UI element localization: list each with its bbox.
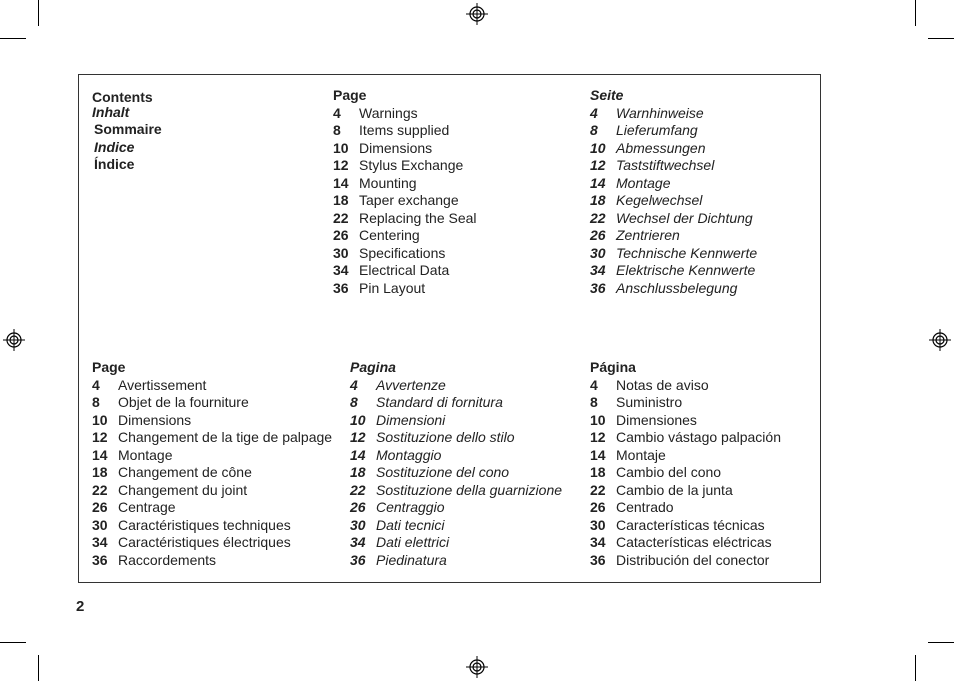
toc-entry <box>350 394 562 412</box>
toc-entry <box>350 412 562 430</box>
toc-entry-title: Centrado <box>616 499 674 515</box>
toc-entry <box>590 534 781 552</box>
toc-page-number: 18 <box>333 192 349 208</box>
toc-entry-title: Anschlussbelegung <box>616 279 738 296</box>
toc-entry <box>333 157 477 175</box>
toc-heading: Page <box>333 87 367 103</box>
toc-page-number: 36 <box>350 551 366 568</box>
toc-page-number: 26 <box>333 227 349 243</box>
toc-entry <box>590 499 781 517</box>
toc-entry <box>590 552 781 570</box>
toc-entry <box>333 245 477 263</box>
toc-italian <box>350 359 562 569</box>
toc-entry <box>92 517 332 535</box>
toc-page-number: 10 <box>590 411 606 428</box>
toc-page-number: 4 <box>350 376 358 393</box>
toc-entry <box>590 227 757 245</box>
toc-entry-title: Cambio del cono <box>616 464 722 480</box>
toc-entry-title: Montage <box>616 174 671 191</box>
toc-entry-title: Catacterísticas eléctricas <box>616 534 772 550</box>
toc-entry <box>590 429 781 447</box>
toc-entry <box>92 552 332 570</box>
toc-page-number: 22 <box>333 209 349 226</box>
toc-entry-title: Distribución del conector <box>616 551 770 568</box>
toc-entry-title: Wechsel der Dichtung <box>616 209 753 226</box>
toc-entry-title: Technische Kennwerte <box>616 244 758 261</box>
page-number: 2 <box>76 598 85 615</box>
toc-page-number: 4 <box>590 104 598 121</box>
toc-entry-title: Dati tecnici <box>376 516 445 533</box>
toc-entry-title: Avvertenze <box>376 376 446 393</box>
toc-entry <box>333 192 477 210</box>
toc-entry-title: Standard di fornitura <box>376 394 503 410</box>
toc-entry-title: Características técnicas <box>616 516 765 533</box>
toc-page-number: 12 <box>92 429 108 445</box>
toc-page-number: 12 <box>350 429 366 445</box>
registration-mark-icon <box>3 329 25 351</box>
crop-mark <box>915 0 916 26</box>
toc-entry-title: Specifications <box>359 244 446 261</box>
toc-entry-title: Dimensions <box>359 139 433 156</box>
toc-entry <box>333 227 477 245</box>
toc-entry <box>590 122 757 140</box>
toc-page-number: 22 <box>590 209 606 226</box>
toc-entry <box>333 175 477 193</box>
toc-page-number: 26 <box>350 499 366 515</box>
toc-page-number: 34 <box>350 534 366 550</box>
toc-entry <box>590 412 781 430</box>
toc-page-number: 18 <box>590 192 606 208</box>
crop-mark <box>0 38 26 39</box>
toc-heading: Seite <box>590 87 624 103</box>
toc-entry <box>590 210 757 228</box>
toc-spanish <box>590 359 781 569</box>
toc-page-number: 8 <box>333 122 341 138</box>
toc-entry-title: Lieferumfang <box>616 122 698 138</box>
toc-page-number: 10 <box>92 411 108 428</box>
label-indice-es: Índice <box>94 156 135 172</box>
toc-page-number: 22 <box>92 481 108 498</box>
toc-entry <box>350 482 562 500</box>
toc-page-number: 4 <box>92 376 100 393</box>
toc-entry-title: Caractéristiques électriques <box>118 534 291 550</box>
toc-page-number: 18 <box>590 464 606 480</box>
toc-entry <box>350 517 562 535</box>
toc-german <box>590 87 757 297</box>
toc-entry <box>590 482 781 500</box>
contents-labels <box>92 89 162 174</box>
crop-mark <box>928 38 954 39</box>
crop-mark <box>928 642 954 643</box>
toc-heading: Página <box>590 359 636 375</box>
toc-page-number: 18 <box>350 464 366 480</box>
toc-entry-title: Dimensions <box>118 411 192 428</box>
toc-entry <box>92 447 332 465</box>
toc-entry-title: Sostituzione della guarnizione <box>376 481 563 498</box>
toc-entry <box>590 447 781 465</box>
toc-entry <box>350 552 562 570</box>
toc-entry <box>92 394 332 412</box>
toc-entry <box>333 122 477 140</box>
toc-page-number: 18 <box>92 464 108 480</box>
toc-entry <box>92 499 332 517</box>
toc-entry <box>590 464 781 482</box>
toc-entry <box>92 534 332 552</box>
toc-entry-title: Notas de aviso <box>616 376 709 393</box>
toc-entry-title: Cambio vástago palpación <box>616 429 781 445</box>
toc-entry-title: Taper exchange <box>359 192 459 208</box>
toc-page-number: 30 <box>350 516 366 533</box>
toc-entry-title: Kegelwechsel <box>616 192 703 208</box>
toc-entry-title: Elektrische Kennwerte <box>616 262 756 278</box>
toc-page-number: 26 <box>92 499 108 515</box>
toc-page-number: 10 <box>350 411 366 428</box>
toc-page-number: 36 <box>92 551 108 568</box>
toc-entry-title: Abmessungen <box>616 139 706 156</box>
crop-mark <box>38 655 39 681</box>
toc-entry-title: Changement du joint <box>118 481 248 498</box>
toc-page-number: 34 <box>590 262 606 278</box>
toc-page-number: 12 <box>590 157 606 173</box>
toc-page-number: 14 <box>350 446 366 463</box>
toc-entry <box>590 140 757 158</box>
toc-entry-title: Montaggio <box>376 446 442 463</box>
toc-page-number: 26 <box>590 227 606 243</box>
toc-page-number: 8 <box>590 122 598 138</box>
registration-mark-icon <box>466 656 488 678</box>
label-indice-it: Indice <box>94 138 135 155</box>
toc-page-number: 36 <box>590 279 606 296</box>
toc-entry <box>590 517 781 535</box>
crop-mark <box>38 0 39 26</box>
toc-entry <box>350 429 562 447</box>
toc-entry <box>350 464 562 482</box>
toc-page-number: 14 <box>333 174 349 191</box>
toc-entry-title: Pin Layout <box>359 279 426 296</box>
toc-entry <box>590 157 757 175</box>
toc-entry <box>92 377 332 395</box>
toc-entry-title: Raccordements <box>118 551 217 568</box>
toc-entry <box>350 534 562 552</box>
toc-page-number: 12 <box>590 429 606 445</box>
toc-entry <box>92 429 332 447</box>
toc-entry <box>590 192 757 210</box>
toc-page-number: 10 <box>590 139 606 156</box>
toc-entry <box>92 412 332 430</box>
toc-entry-title: Changement de cône <box>118 464 252 480</box>
toc-page-number: 8 <box>92 394 100 410</box>
toc-page-number: 14 <box>590 446 606 463</box>
toc-entry-title: Sostituzione dello stilo <box>376 429 515 445</box>
toc-page-number: 8 <box>590 394 598 410</box>
toc-entry-title: Taststiftwechsel <box>616 157 715 173</box>
toc-page-number: 36 <box>333 279 349 296</box>
toc-entry <box>92 482 332 500</box>
toc-page-number: 34 <box>92 534 108 550</box>
toc-entry-title: Dimensiones <box>616 411 697 428</box>
toc-entry-title: Objet de la fourniture <box>118 394 249 410</box>
toc-entry-title: Replacing the Seal <box>359 209 477 226</box>
toc-entry <box>590 105 757 123</box>
toc-page-number: 34 <box>590 534 606 550</box>
toc-page-number: 26 <box>590 499 606 515</box>
toc-entry <box>350 499 562 517</box>
toc-entry-title: Cambio de la junta <box>616 481 733 498</box>
toc-entry <box>590 262 757 280</box>
toc-entry-title: Centrage <box>118 499 176 515</box>
toc-page-number: 22 <box>590 481 606 498</box>
toc-entry <box>333 280 477 298</box>
registration-mark-icon <box>929 329 951 351</box>
toc-entry <box>333 140 477 158</box>
toc-entry-title: Mounting <box>359 174 417 191</box>
toc-entry-title: Sostituzione del cono <box>376 464 510 480</box>
toc-heading: Page <box>92 359 126 375</box>
toc-page-number: 30 <box>590 244 606 261</box>
toc-entry-title: Changement de la tige de palpage <box>118 429 333 445</box>
toc-entry-title: Zentrieren <box>616 227 680 243</box>
toc-entry <box>333 105 477 123</box>
toc-entry-title: Avertissement <box>118 376 207 393</box>
toc-entry-title: Warnings <box>359 104 418 121</box>
toc-entry <box>590 245 757 263</box>
toc-entry-title: Piedinatura <box>376 551 447 568</box>
toc-page-number: 34 <box>333 262 349 278</box>
toc-entry-title: Suministro <box>616 394 683 410</box>
label-contents: Contents <box>92 89 153 105</box>
toc-entry-title: Montage <box>118 446 173 463</box>
toc-entry-title: Centering <box>359 227 420 243</box>
toc-entry <box>590 394 781 412</box>
toc-page-number: 8 <box>350 394 358 410</box>
label-sommaire: Sommaire <box>94 121 162 137</box>
toc-entry <box>92 464 332 482</box>
toc-heading: Pagina <box>350 359 396 375</box>
toc-page-number: 14 <box>590 174 606 191</box>
registration-mark-icon <box>466 3 488 25</box>
toc-page-number: 4 <box>333 104 341 121</box>
toc-entry-title: Dati elettrici <box>376 534 450 550</box>
toc-entry <box>590 175 757 193</box>
toc-entry-title: Montaje <box>616 446 666 463</box>
toc-entry-title: Centraggio <box>376 499 445 515</box>
toc-page-number: 12 <box>333 157 349 173</box>
toc-page-number: 4 <box>590 376 598 393</box>
toc-entry-title: Electrical Data <box>359 262 450 278</box>
toc-page-number: 30 <box>590 516 606 533</box>
toc-page-number: 30 <box>92 516 108 533</box>
toc-entry <box>333 262 477 280</box>
toc-page-number: 14 <box>92 446 108 463</box>
crop-mark <box>915 655 916 681</box>
toc-english <box>333 87 477 297</box>
toc-entry-title: Warnhinweise <box>616 104 704 121</box>
toc-page-number: 36 <box>590 551 606 568</box>
toc-entry <box>590 377 781 395</box>
toc-entry <box>350 377 562 395</box>
toc-entry-title: Items supplied <box>359 122 450 138</box>
toc-french <box>92 359 332 569</box>
toc-entry-title: Stylus Exchange <box>359 157 464 173</box>
toc-entry <box>350 447 562 465</box>
toc-entry-title: Dimensioni <box>376 411 446 428</box>
label-inhalt: Inhalt <box>92 103 130 120</box>
toc-entry <box>590 280 757 298</box>
toc-page-number: 30 <box>333 244 349 261</box>
toc-page-number: 22 <box>350 481 366 498</box>
toc-entry <box>333 210 477 228</box>
toc-entry-title: Caractéristiques techniques <box>118 516 291 533</box>
toc-page-number: 10 <box>333 139 349 156</box>
crop-mark <box>0 642 26 643</box>
